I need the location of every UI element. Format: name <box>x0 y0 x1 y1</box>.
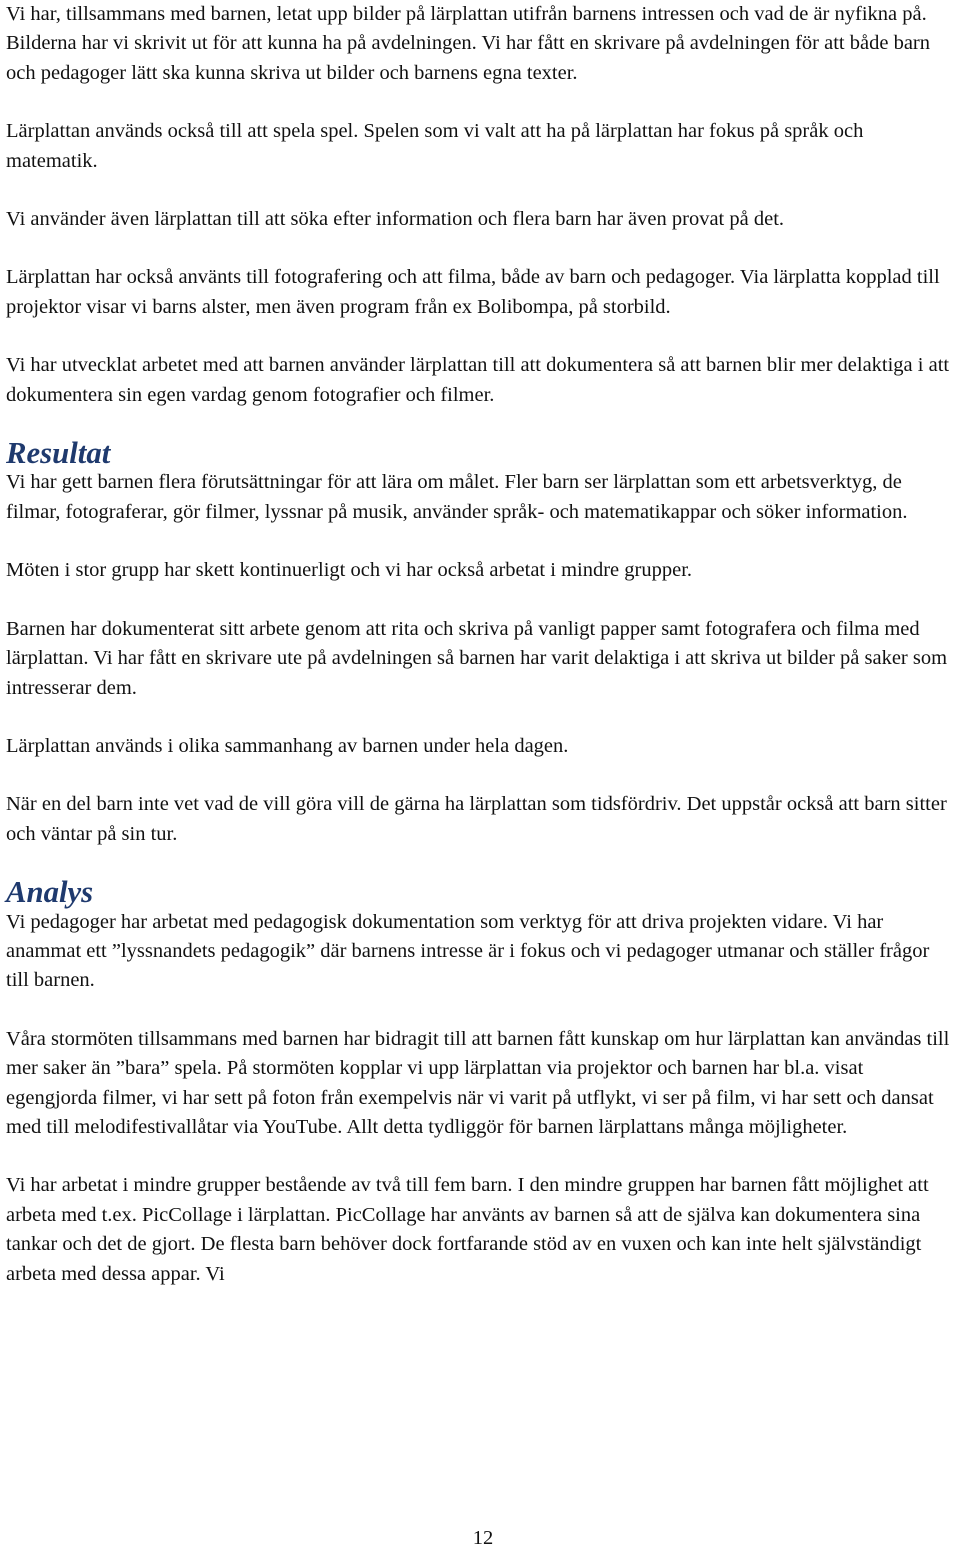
heading-analys: Analys <box>6 875 94 910</box>
paragraph-analys-meetings: Våra stormöten tillsammans med barnen har bidragit till att barnen fått kunskap om hur lärplattan kan användas till mer saker än ”bara” spela. På stormöten kopplar vi upp lärplattan via projektor och barnen har bl.a. visat egengjorda filmer, vi har sett på foton från exempelvis när vi varit på utflykt, vi ser på film, vi har sett och dansat med till melodifestivallåtar via YouTube. Allt detta tydliggör för barnen lärplattans många möjligheter. <box>6 1027 950 1138</box>
document-page <box>6 0 956 1289</box>
heading-resultat: Resultat <box>6 436 111 471</box>
paragraph-analys-pedagogy: Vi pedagoger har arbetat med pedagogisk dokumentation som verktyg för att driva projekten vidare. Vi har anammat ett ”lyssnandets pedagogik” där barnens intresse är i fokus och vi pedagoger utmanar och ställer frågor till barnen. <box>6 910 930 992</box>
paragraph-information-search: Vi använder även lärplattan till att söka efter information och flera barn har även provat på det. <box>6 208 785 231</box>
paragraph-games: Lärplattan används också till att spela spel. Spelen som vi valt att ha på lärplattan har fokus på språk och matematik. <box>6 120 864 172</box>
page-number: 12 <box>472 1527 494 1549</box>
paragraph-resultat-goals: Vi har gett barnen flera förutsättningar för att lära om målet. Fler barn ser lärplattan som ett arbetsverktyg, de filmar, fotograferar, gör filmer, lyssnar på musik, använder språk- och matematikappar och söker information. <box>6 471 908 523</box>
paragraph-documentation: Vi har utvecklat arbetet med att barnen använder lärplattan till att dokumentera så att barnen blir mer delaktiga i att dokumentera sin egen vardag genom fotografier och filmer. <box>6 354 950 406</box>
paragraph-resultat-documenting: Barnen har dokumenterat sitt arbete genom att rita och skriva på vanligt papper samt fotografera och filma med lärplattan. Vi har fått en skrivare ute på avdelningen så barnen har varit delaktiga i att skriva ut bilder på saker som intresserar dem. <box>6 617 948 699</box>
paragraph-resultat-meetings: Möten i stor grupp har skett kontinuerligt och vi har också arbetat i mindre grupper. <box>6 559 693 582</box>
paragraph-resultat-daily-use: Lärplattan används i olika sammanhang av barnen under hela dagen. <box>6 734 569 757</box>
paragraph-resultat-pastime: När en del barn inte vet vad de vill göra vill de gärna ha lärplattan som tidsfördriv. Det uppstår också att barn sitter och väntar på sin tur. <box>6 793 947 845</box>
paragraph-photography: Lärplattan har också använts till fotografering och att filma, både av barn och pedagoger. Via lärplatta kopplad till projektor visar vi barns alster, men även program från ex Bolibompa, på storbild. <box>6 266 940 318</box>
paragraph-printing: Vi har, tillsammans med barnen, letat upp bilder på lärplattan utifrån barnens intressen och vad de är nyfikna på. Bilderna har vi skrivit ut för att kunna ha på avdelningen. Vi har fått en skrivare på avdelningen för att både barn och pedagoger lätt ska kunna skriva ut bilder och barnens egna texter. <box>6 3 930 84</box>
paragraph-analys-small-groups: Vi har arbetat i mindre grupper bestående av två till fem barn. I den mindre gruppen har barnen fått möjlighet att arbeta med t.ex. PicCollage i lärplattan. PicCollage har använts av barnen så att de själva kan dokumentera sina tankar och det de gjort. De flesta barn behöver dock fortfarande stöd av en vuxen och kan inte helt självständigt arbeta med dessa appar. Vi <box>6 1174 929 1285</box>
